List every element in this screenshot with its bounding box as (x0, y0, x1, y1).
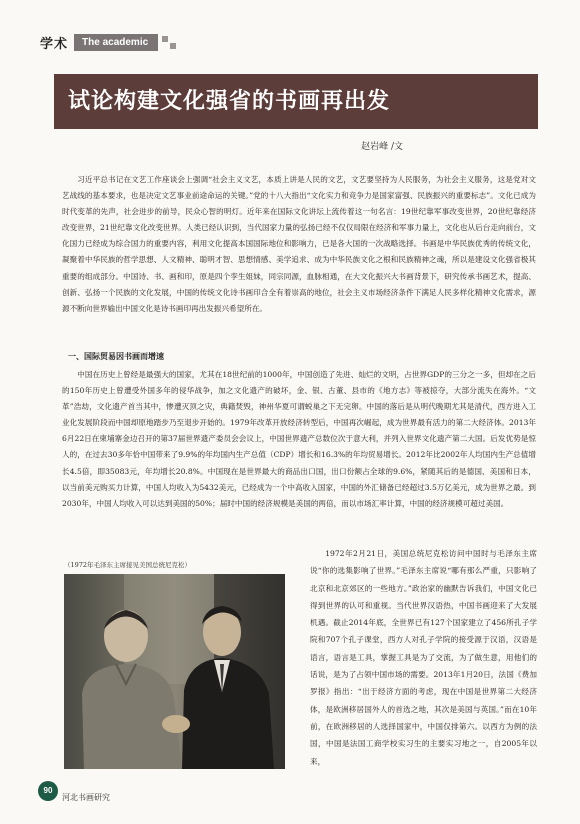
photo-illustration (64, 574, 285, 769)
section-header (40, 32, 176, 52)
page-number: 90 (38, 781, 58, 801)
right-column-text (310, 545, 537, 770)
section-english-label: The academic (74, 34, 158, 51)
section1-paragraph (62, 367, 536, 512)
article-author: 赵岩峰 /文 (361, 142, 403, 152)
section-label: 学术 (40, 36, 69, 52)
title-banner (54, 74, 538, 129)
intro-text: 习近平总书记在文艺工作座谈会上强调“社会主义文艺，本质上讲是人民的文艺，文艺要坚持为人民服务，为社会主义服务，这是党对文艺战线的基本要求，也是决定文艺事业前途命运的关键。”党的十八大指出“文化实力和竞争力是国家富强、民族振兴的重要标志”。文化已成为时代变革的先声，社会进步的前导，民众心智的明灯。近年来在国际文化讲坛上流传着这一句名言：19世纪靠军事改变世界，20世纪靠经济改变世界，21世纪靠文化改变世界。人类已经认识到，当代国家力量的弘扬已经不仅仅局限在经济和军事力量上，文化也从后台走向前台，文化国力已经成为综合国力的重要内容，利用文化提高本国国际地位和影响力，已是各大国的一次战略选择。书画是中华民族优秀的传统文化，凝聚着中华民族的哲学思想、人文精神、聪明才智、思想情感、美学追求、成为中华民族文化之根和民族精神之魂，所以是建设文化强省极其重要的组成部分。中国诗、书、画和印，原是四个孪生姐妹，同宗同源，血脉相通，在大文化振兴大书画背景下，研究传承书画艺术，提高、创新、弘扬一个民族的文化发展，中国的传统文化诗书画印合全有着崇高的地位，社会主义市场经济条件下满足人民多样化精神文化需求，源源不断向世界输出中国文化是诗书画印再出发振兴希望所在。 (62, 175, 536, 313)
photo-caption: （1972年毛泽东主席接见美国总统尼克松） (64, 561, 192, 569)
right-column-paragraph: 1972年2月21日，美国总统尼克松访问中国时与毛泽东主席说“你的选集影响了世界。”毛泽东主席说“哪有那么严重，只影响了北京和北京郊区的一些地方。”政治家的幽默告诉我们，中国文化已得到世界的认可和重视。当代世界汉语热，中国书画迎来了大发展机遇。截止2014年底，全世界已有127个国家建立了456所孔子学院和707个孔子课堂，西方人对孔子学院的接受源于汉语，汉语是语言，语言是工具，掌握工具是为了交流，为了做生意，用他们的话说，是为了占领中国市场的需要。2013年1月20日，法国《费加罗报》指出：“出于经济方面的考虑，现在中国是世界第二大经济体，是欧洲移居国外人的首选之地，其次是美国与英国。”而在10年前，在欧洲移居的人选择国家中，中国仅排第六。以西方为例的法国，中国是法国工商学校实习生的主要实习地之一，自2005年以来， (310, 549, 537, 766)
historical-photo (64, 574, 285, 769)
intro-paragraph (62, 172, 536, 317)
section1-text: 中国在历史上曾经是最强大的国家，尤其在18世纪前的1000年，中国创造了先进、灿烂的文明，占世界GDP的三分之一多，但却在之后的150年历史上曾遭受外国多年的侵华战争，加之文化遗产的破坏，金、银、古董、县市的《地方志》等被掠夺，大部分流失在海外。“文革”浩劫，文化遗产首当其中，惨遭灭顶之灾，典籍焚毁，神州华夏可谓蜕巢之下无完卵。中国的落后是从明代晚期尤其是清代，西方进入工业化发展阶段而中国却原地踏步乃至退步开始的。1979年改革开放经济转型后，中国再次崛起，成为世界最有活力的第二大经济体。2013年6月22日在柬埔寨金边召开的第37届世界遗产委员会会议上，中国世界遗产总数位次于意大利，并列入世界文化遗产第二大国。后发优势是惊人的，在过去30多年恰中国带来了9.9%的年均国内生产总值（CDP）增长和16.3%的年均贸易增长。2012年比2002年人均国内生产总值增长4.5倍，即35083元，年均增长20.8%。中国现在是世界最大的商品出口国，出口份额占全球的9.6%，紧随其后的是德国、美国和日本，以当前美元购买力计算，中国人均收入为5432美元，已经成为一个中高收入国家，中国的外汇储备已经超过3.5万亿美元，成为世界之最。到2030年，中国人均收入可以达到美国的50%；届时中国的经济规模是美国的两倍，而以市场汇率计算，中国的经济规模可超过美国。 (62, 370, 536, 508)
section-heading: 一、国际贸易因书画而增速 (68, 351, 164, 361)
journal-name: 河北书画研究 (62, 793, 110, 802)
page-footer (38, 778, 110, 803)
article-title: 试论构建文化强省的书画再出发 (68, 88, 391, 114)
decorative-squares (160, 36, 176, 49)
